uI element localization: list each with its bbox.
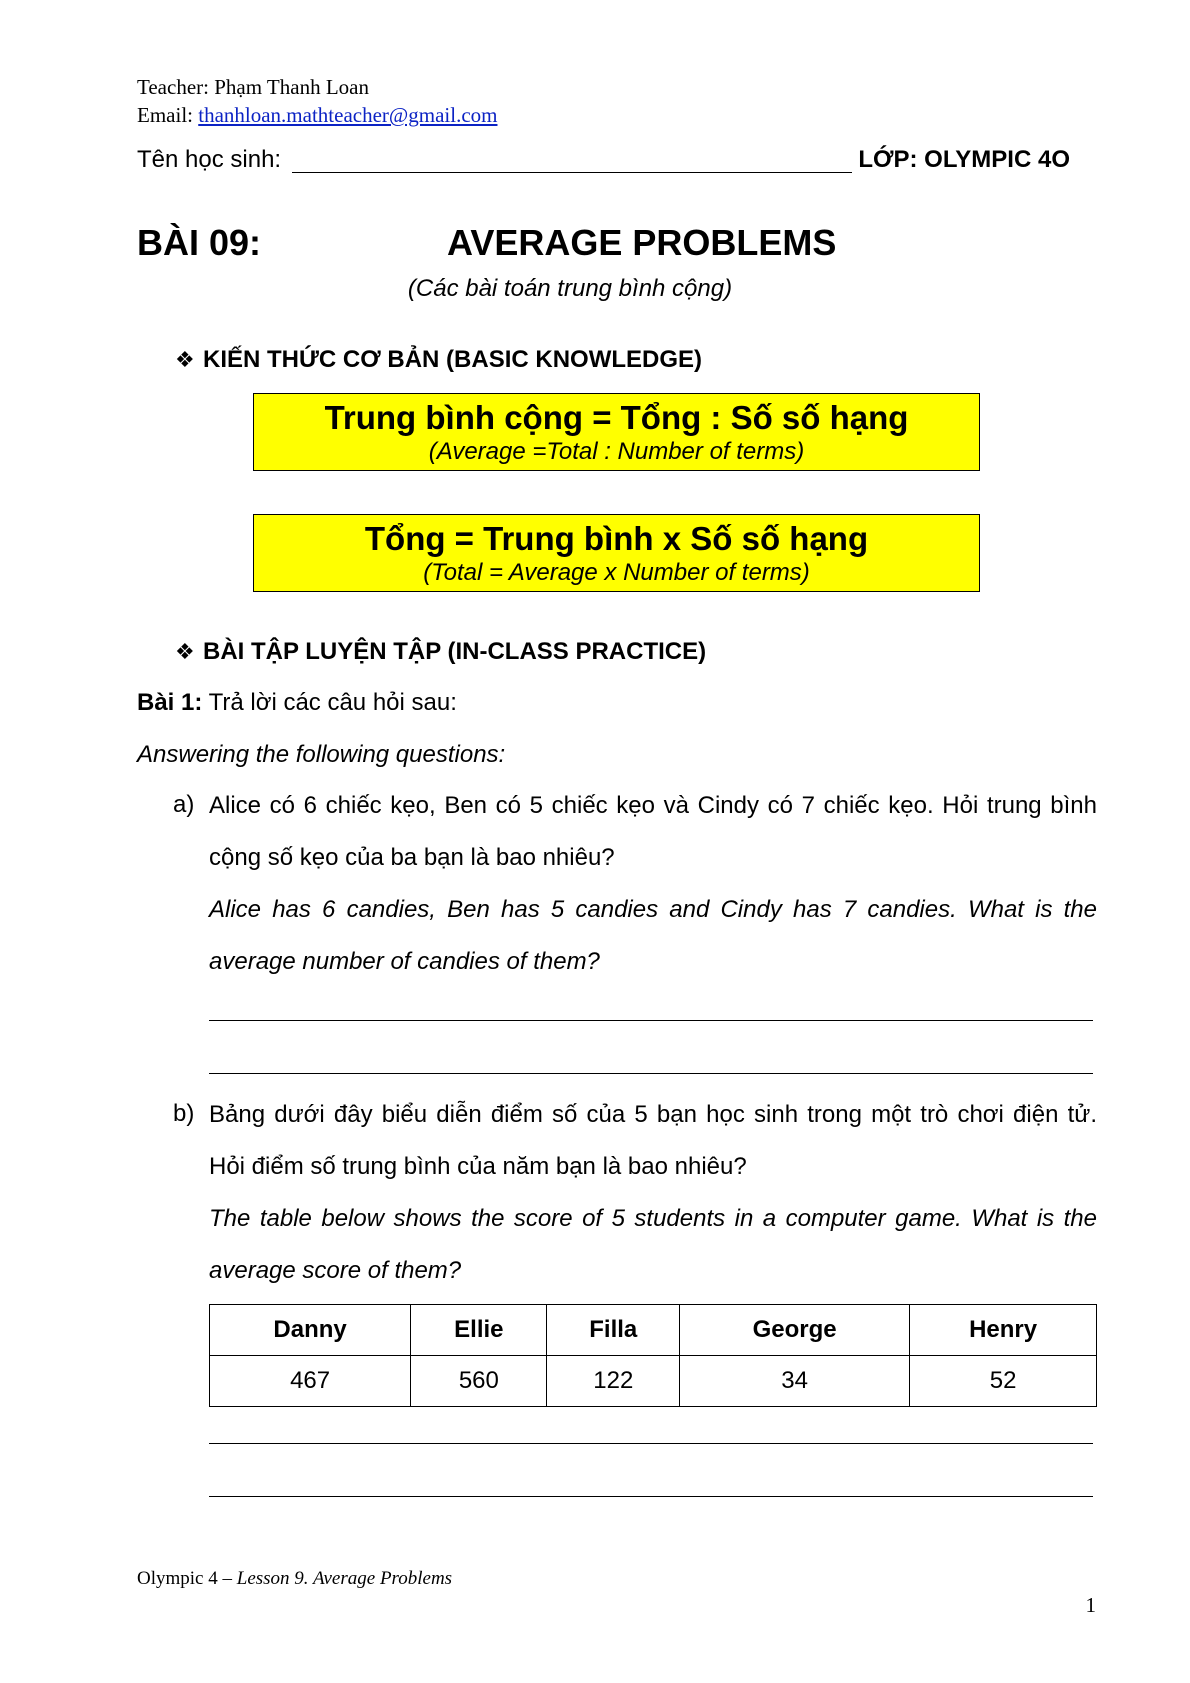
section-basic-knowledge — [175, 346, 702, 374]
table-header-cell: Ellie — [411, 1305, 547, 1356]
table-header-row — [210, 1305, 1097, 1356]
table-cell: 52 — [910, 1356, 1097, 1407]
diamond-bullet-icon: ❖ — [175, 639, 195, 664]
item-b-vi: Bảng dưới đây biểu diễn điểm số của 5 bạn học sinh trong một trò chơi điện tử. Hỏi điểm số trung bình của năm bạn là bao nhiêu? — [209, 1101, 1097, 1180]
table-cell: 122 — [547, 1356, 680, 1407]
answer-line[interactable] — [209, 1073, 1093, 1074]
answer-line[interactable] — [209, 1496, 1093, 1497]
answer-line[interactable] — [209, 1443, 1093, 1444]
formula-sub: (Average =Total : Number of terms) — [428, 438, 805, 465]
exercise-1-prompt-vi: Trả lời các câu hỏi sau: — [202, 689, 457, 716]
student-name-label: Tên học sinh: — [137, 146, 282, 173]
table-header-cell: Filla — [547, 1305, 680, 1356]
item-a-vi: Alice có 6 chiếc kẹo, Ben có 5 chiếc kẹo và Cindy có 7 chiếc kẹo. Hỏi trung bình cộng số kẹo của ba bạn là bao nhiêu? — [209, 792, 1097, 871]
lesson-subtitle: (Các bài toán trung bình cộng) — [407, 275, 733, 302]
table-header-cell: Henry — [910, 1305, 1097, 1356]
formula-box-total — [253, 514, 980, 592]
formula-main: Tổng = Trung bình x Số số hạng — [364, 520, 869, 557]
teacher-line: Teacher: Phạm Thanh Loan — [137, 75, 369, 99]
footer — [137, 1568, 452, 1590]
table-header-cell: George — [680, 1305, 910, 1356]
lesson-number: BÀI 09: — [137, 222, 262, 263]
email-line — [137, 101, 497, 129]
item-b-en: The table below shows the score of 5 students in a computer game. What is the average score of them? — [209, 1205, 1097, 1284]
footer-course: Olympic 4 – — [137, 1568, 237, 1589]
diamond-bullet-icon: ❖ — [175, 347, 195, 372]
class-label: LỚP: OLYMPIC 4O — [858, 146, 1070, 173]
item-a-marker: a) — [173, 791, 195, 818]
exercise-1-label: Bài 1: — [137, 689, 203, 716]
item-b-marker: b) — [173, 1100, 195, 1127]
section-basic-title: KIẾN THỨC CƠ BẢN (BASIC KNOWLEDGE) — [203, 346, 703, 373]
formula-box-average — [253, 393, 980, 471]
formula-sub: (Total = Average x Number of terms) — [423, 559, 810, 586]
student-name-blank[interactable] — [292, 172, 852, 173]
table-header-cell: Danny — [210, 1305, 411, 1356]
formula-main: Trung bình cộng = Tổng : Số số hạng — [324, 399, 909, 436]
answer-line[interactable] — [209, 1020, 1093, 1021]
footer-lesson: Lesson 9. Average Problems — [236, 1568, 453, 1589]
email-label: Email: — [137, 103, 199, 127]
exercise-1-prompt — [137, 688, 457, 718]
email-link[interactable]: thanhloan.mathteacher@gmail.com — [198, 103, 498, 127]
table-cell: 560 — [411, 1356, 547, 1407]
lesson-title: AVERAGE PROBLEMS — [447, 222, 837, 263]
exercise-1-prompt-en: Answering the following questions: — [137, 741, 506, 768]
table-cell: 34 — [680, 1356, 910, 1407]
table-row — [210, 1356, 1097, 1407]
table-cell: 467 — [210, 1356, 411, 1407]
scores-table — [209, 1304, 1097, 1407]
item-a-en: Alice has 6 candies, Ben has 5 candies and Cindy has 7 candies. What is the average number of candies of them? — [209, 896, 1097, 975]
section-practice-title: BÀI TẬP LUYỆN TẬP (IN-CLASS PRACTICE) — [203, 638, 707, 665]
section-practice — [175, 638, 706, 666]
page-number: 1 — [1085, 1593, 1096, 1617]
